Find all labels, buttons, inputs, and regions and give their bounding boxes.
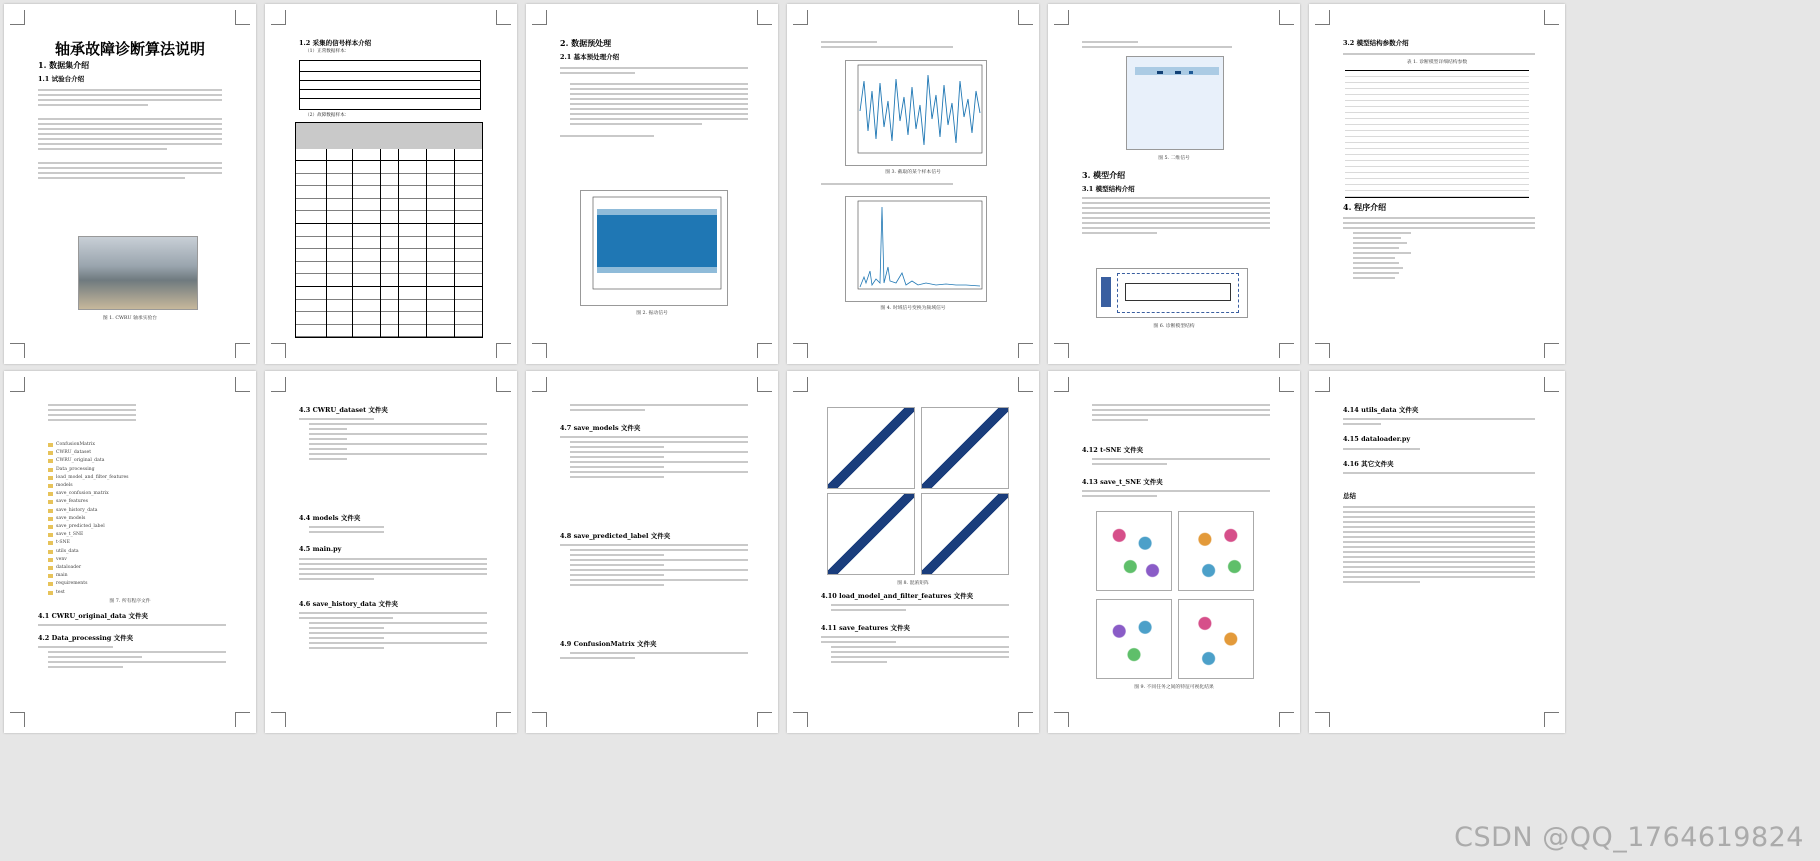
page-7 — [4, 371, 256, 733]
figure-8-caption: 图 8. 混淆矩阵 — [897, 581, 929, 586]
page-3 — [526, 4, 778, 364]
file-item: save_features — [48, 498, 198, 506]
model-structure-diagram — [1096, 268, 1248, 318]
section-4-9-heading: 4.9 ConfusionMatrix 文件夹 — [560, 640, 657, 648]
page-10 — [787, 371, 1039, 733]
section-4-4-heading: 4.4 models 文件夹 — [299, 514, 361, 522]
tsne-plots — [1096, 511, 1252, 679]
sample-signal-chart — [845, 60, 987, 166]
file-item: save_confusion_matrix — [48, 490, 198, 498]
file-item: save_predicted_label — [48, 523, 198, 531]
section-2-heading: 2. 数据预处理 — [560, 38, 612, 48]
section-2-1-heading: 2.1 基本预处理介绍 — [560, 53, 620, 61]
summary-heading: 总结 — [1343, 492, 1356, 500]
file-item: t-SNE — [48, 539, 198, 547]
vibration-signal-chart — [580, 190, 728, 306]
figure-9-caption: 图 9. 不同任务之间的特征可视化结果 — [1134, 685, 1214, 690]
confusion-matrix-grid — [827, 407, 1007, 573]
model-params-table — [1345, 70, 1529, 198]
section-4-11-heading: 4.11 save_features 文件夹 — [821, 624, 910, 632]
page-12 — [1309, 371, 1565, 733]
table-1-caption: 表 1. 诊断模型详细结构参数 — [1406, 60, 1468, 65]
figure-2-caption: 图 2. 振动信号 — [636, 311, 668, 316]
section-3-1-heading: 3.1 模型结构介绍 — [1082, 185, 1135, 193]
page-1 — [4, 4, 256, 364]
file-item: test — [48, 589, 198, 597]
table-1-caption: （1）正常数据样本： — [305, 49, 350, 54]
file-item: load_model_and_filter_features — [48, 474, 198, 482]
file-item: requirements — [48, 580, 198, 588]
section-4-12-heading: 4.12 t-SNE 文件夹 — [1082, 446, 1144, 454]
file-item: CWRU_dataset — [48, 449, 198, 457]
figure-1-caption: 图 1. CWRU 轴承实验台 — [102, 316, 158, 321]
figure-6-caption: 图 6. 诊断模型结构 — [1153, 324, 1195, 329]
section-4-5-heading: 4.5 main.py — [299, 545, 342, 553]
page-6 — [1309, 4, 1565, 364]
table-2-caption: （2）故障数据样本： — [305, 113, 350, 118]
file-item: save_t_SNE — [48, 531, 198, 539]
section-4-6-heading: 4.6 save_history_data 文件夹 — [299, 600, 398, 608]
test-rig-photo — [78, 236, 198, 310]
figure-4-caption: 图 4. 时域信号变换为频域信号 — [880, 306, 946, 311]
section-4-8-heading: 4.8 save_predicted_label 文件夹 — [560, 532, 671, 540]
file-item: main — [48, 572, 198, 580]
section-1-2-heading: 1.2 采集的信号样本介绍 — [299, 39, 372, 47]
page-11 — [1048, 371, 1300, 733]
section-4-heading: 4. 程序介绍 — [1343, 202, 1387, 212]
figure-7-caption: 图 7. 所有程序文件 — [109, 599, 151, 604]
page-5 — [1048, 4, 1300, 364]
section-1-heading: 1. 数据集介绍 — [38, 60, 90, 70]
section-3-heading: 3. 模型介绍 — [1082, 170, 1126, 180]
page-4 — [787, 4, 1039, 364]
section-1-1-heading: 1.1 试验台介绍 — [38, 75, 85, 83]
fault-data-table — [295, 122, 483, 338]
page-2 — [265, 4, 517, 364]
page-9 — [526, 371, 778, 733]
figure-3-caption: 图 3. 截取的某个样本信号 — [885, 170, 941, 175]
file-item: dataloader — [48, 564, 198, 572]
2d-signal-image — [1126, 56, 1224, 150]
normal-data-table — [299, 60, 481, 110]
paragraph — [560, 64, 748, 140]
fft-spectrum-chart — [845, 196, 987, 302]
file-item: save_history_data — [48, 507, 198, 515]
section-4-16-heading: 4.16 其它文件夹 — [1343, 460, 1394, 468]
section-4-1-heading: 4.1 CWRU_original_data 文件夹 — [38, 612, 148, 620]
file-item: models — [48, 482, 198, 490]
section-4-15-heading: 4.15 dataloader.py — [1343, 435, 1411, 443]
section-4-14-heading: 4.14 utils_data 文件夹 — [1343, 406, 1419, 414]
file-list — [48, 441, 198, 597]
section-4-13-heading: 4.13 save_t_SNE 文件夹 — [1082, 478, 1163, 486]
watermark: CSDN @QQ_1764619824 — [1454, 822, 1804, 853]
file-item: save_models — [48, 515, 198, 523]
file-item: ConfusionMatrix — [48, 441, 198, 449]
section-4-2-heading: 4.2 Data_processing 文件夹 — [38, 634, 134, 642]
file-item: venv — [48, 556, 198, 564]
section-3-2-heading: 3.2 模型结构参数介绍 — [1343, 39, 1409, 47]
page-8 — [265, 371, 517, 733]
figure-5-caption: 图 5. 二维信号 — [1158, 156, 1190, 161]
file-item: Data_processing — [48, 466, 198, 474]
section-4-3-heading: 4.3 CWRU_dataset 文件夹 — [299, 406, 388, 414]
section-4-10-heading: 4.10 load_model_and_filter_features 文件夹 — [821, 592, 974, 600]
paragraph — [38, 86, 222, 182]
section-4-7-heading: 4.7 save_models 文件夹 — [560, 424, 641, 432]
doc-title: 轴承故障诊断算法说明 — [54, 40, 205, 58]
file-item: CWRU_original_data — [48, 457, 198, 465]
file-item: utils_data — [48, 548, 198, 556]
